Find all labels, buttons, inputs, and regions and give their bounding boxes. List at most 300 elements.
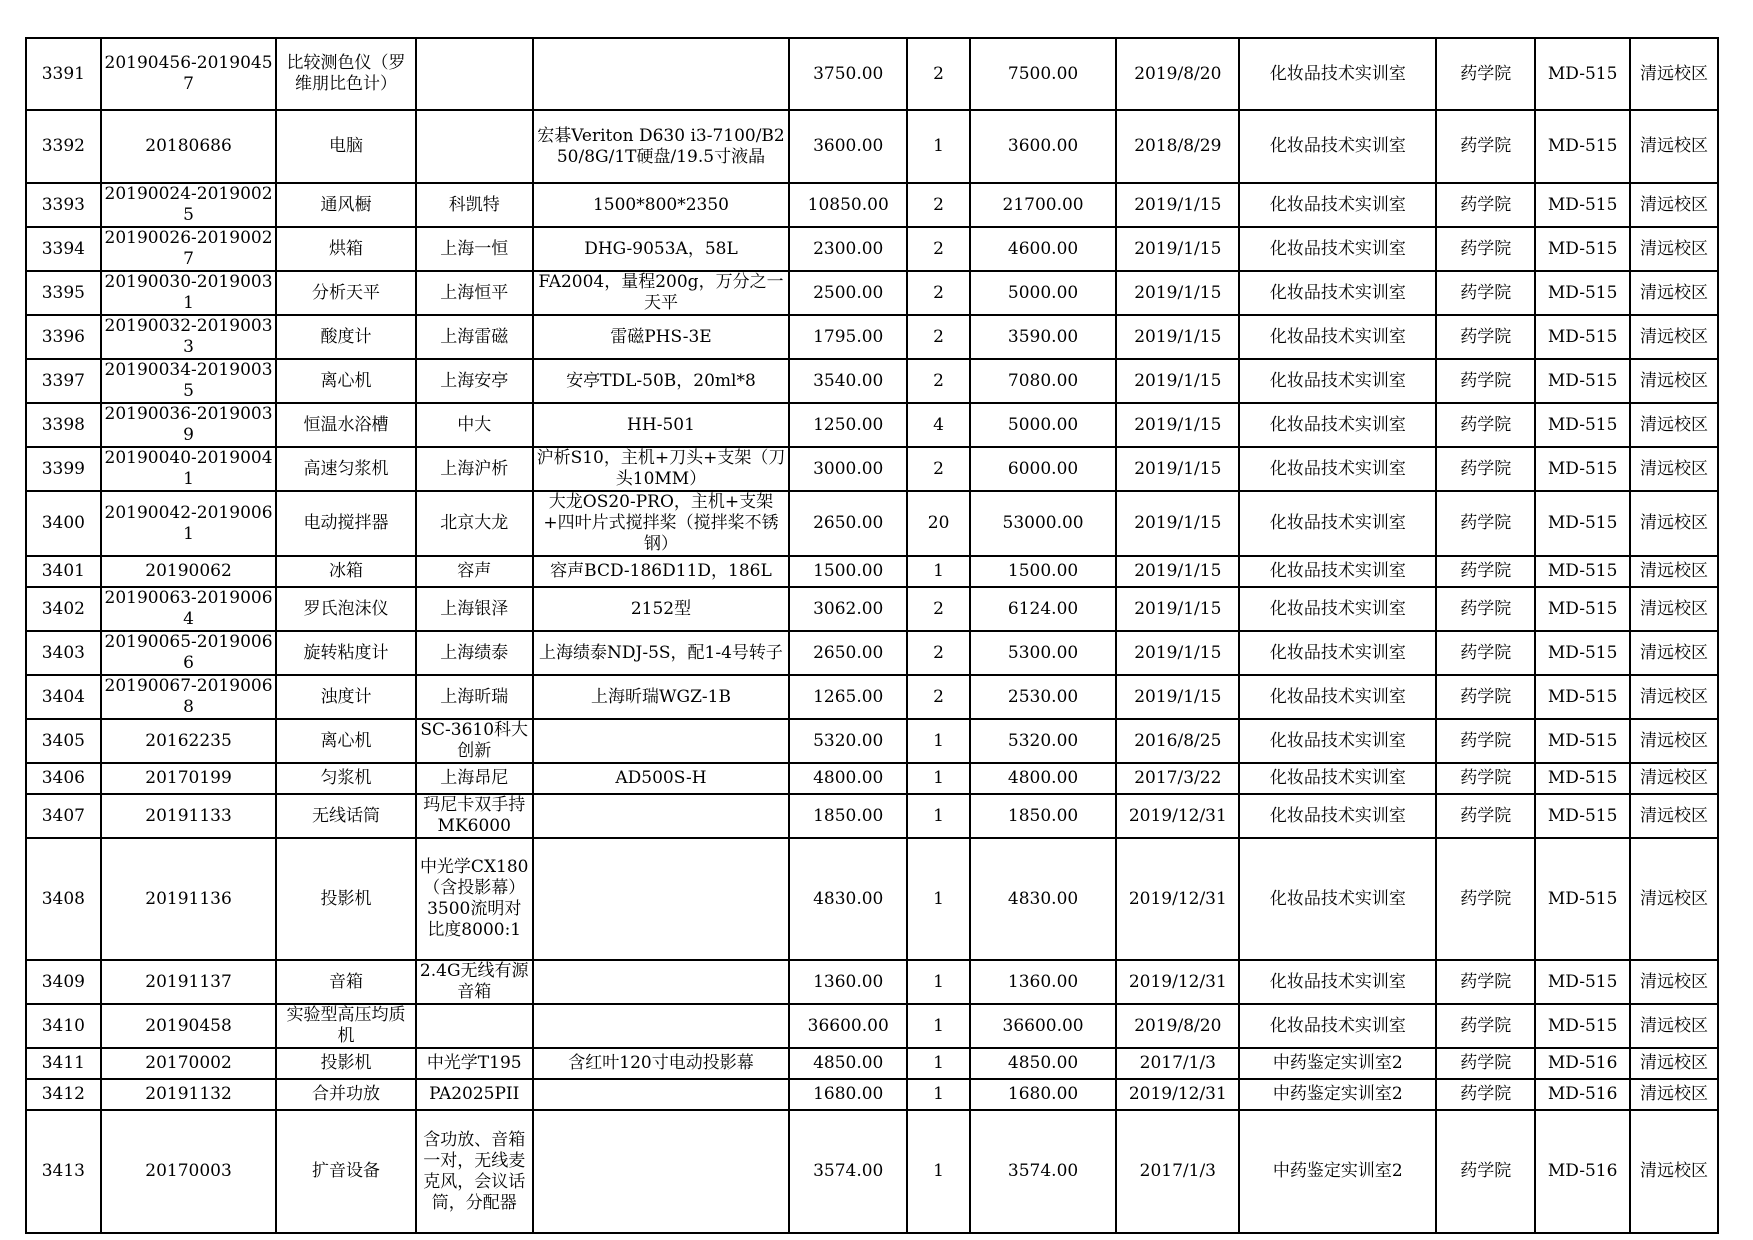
table-row: [26, 447, 1718, 491]
cell-location: 化妆品技术实训室: [1239, 227, 1436, 271]
cell-department: 药学院: [1436, 556, 1535, 587]
cell-amount: 5000.00: [970, 271, 1116, 315]
cell-amount: 3590.00: [970, 315, 1116, 359]
cell-amount: 6000.00: [970, 447, 1116, 491]
cell-location: 化妆品技术实训室: [1239, 675, 1436, 719]
cell-room: MD-516: [1535, 1048, 1630, 1079]
cell-name: 投影机: [276, 838, 415, 960]
cell-department: 药学院: [1436, 403, 1535, 447]
cell-name: 离心机: [276, 359, 415, 403]
cell-seq: 3400: [26, 491, 101, 556]
cell-asset-number: 20190030-20190031: [101, 271, 277, 315]
cell-model: 上海昕瑞WGZ-1B: [533, 675, 789, 719]
cell-campus: 清远校区: [1630, 1110, 1718, 1233]
cell-purchase-date: 2018/8/29: [1116, 110, 1239, 183]
cell-location: 化妆品技术实训室: [1239, 556, 1436, 587]
cell-campus: 清远校区: [1630, 110, 1718, 183]
cell-campus: 清远校区: [1630, 227, 1718, 271]
cell-location: 化妆品技术实训室: [1239, 960, 1436, 1004]
cell-seq: 3409: [26, 960, 101, 1004]
cell-room: MD-516: [1535, 1079, 1630, 1110]
cell-room: MD-515: [1535, 675, 1630, 719]
cell-amount: 36600.00: [970, 1004, 1116, 1048]
table-row: [26, 960, 1718, 1004]
cell-location: 化妆品技术实训室: [1239, 1004, 1436, 1048]
cell-asset-number: 20170003: [101, 1110, 277, 1233]
cell-model: [533, 719, 789, 763]
table-row: [26, 1079, 1718, 1110]
cell-unit-price: 1265.00: [789, 675, 907, 719]
cell-campus: 清远校区: [1630, 315, 1718, 359]
cell-department: 药学院: [1436, 183, 1535, 227]
cell-department: 药学院: [1436, 491, 1535, 556]
cell-purchase-date: 2019/1/15: [1116, 675, 1239, 719]
cell-department: 药学院: [1436, 675, 1535, 719]
cell-brand: 中光学CX180（含投影幕）3500流明对比度8000:1: [416, 838, 533, 960]
cell-room: MD-515: [1535, 447, 1630, 491]
cell-amount: 1850.00: [970, 794, 1116, 838]
cell-amount: 4830.00: [970, 838, 1116, 960]
cell-brand: 上海银泽: [416, 587, 533, 631]
cell-asset-number: 20191136: [101, 838, 277, 960]
cell-amount: 5320.00: [970, 719, 1116, 763]
cell-quantity: 1: [907, 960, 970, 1004]
cell-campus: 清远校区: [1630, 1048, 1718, 1079]
table-row: [26, 1048, 1718, 1079]
cell-name: 投影机: [276, 1048, 415, 1079]
cell-seq: 3403: [26, 631, 101, 675]
cell-quantity: 2: [907, 183, 970, 227]
cell-model: HH-501: [533, 403, 789, 447]
cell-room: MD-515: [1535, 315, 1630, 359]
cell-model: 含红叶120寸电动投影幕: [533, 1048, 789, 1079]
cell-seq: 3399: [26, 447, 101, 491]
cell-purchase-date: 2017/1/3: [1116, 1048, 1239, 1079]
cell-brand: SC-3610科大创新: [416, 719, 533, 763]
cell-name: 电脑: [276, 110, 415, 183]
cell-room: MD-515: [1535, 110, 1630, 183]
cell-campus: 清远校区: [1630, 403, 1718, 447]
cell-location: 化妆品技术实训室: [1239, 763, 1436, 794]
cell-room: MD-515: [1535, 763, 1630, 794]
cell-unit-price: 3600.00: [789, 110, 907, 183]
cell-seq: 3392: [26, 110, 101, 183]
cell-unit-price: 4800.00: [789, 763, 907, 794]
cell-location: 化妆品技术实训室: [1239, 403, 1436, 447]
cell-amount: 3600.00: [970, 110, 1116, 183]
cell-model: 宏碁Veriton D630 i3-7100/B250/8G/1T硬盘/19.5寸液晶: [533, 110, 789, 183]
cell-brand: [416, 1004, 533, 1048]
cell-brand: 上海昕瑞: [416, 675, 533, 719]
cell-model: [533, 794, 789, 838]
cell-brand: 含功放、音箱一对，无线麦克风，会议话筒，分配器: [416, 1110, 533, 1233]
cell-purchase-date: 2019/1/15: [1116, 403, 1239, 447]
cell-location: 化妆品技术实训室: [1239, 447, 1436, 491]
cell-purchase-date: 2019/1/15: [1116, 556, 1239, 587]
cell-model: 容声BCD-186D11D，186L: [533, 556, 789, 587]
cell-name: 高速匀浆机: [276, 447, 415, 491]
cell-model: 雷磁PHS-3E: [533, 315, 789, 359]
cell-department: 药学院: [1436, 447, 1535, 491]
cell-brand: 容声: [416, 556, 533, 587]
cell-quantity: 2: [907, 631, 970, 675]
cell-campus: 清远校区: [1630, 1079, 1718, 1110]
cell-seq: 3410: [26, 1004, 101, 1048]
cell-brand: 上海绩泰: [416, 631, 533, 675]
cell-campus: 清远校区: [1630, 763, 1718, 794]
cell-department: 药学院: [1436, 960, 1535, 1004]
cell-quantity: 4: [907, 403, 970, 447]
cell-brand: 上海恒平: [416, 271, 533, 315]
cell-quantity: 2: [907, 227, 970, 271]
cell-amount: 5000.00: [970, 403, 1116, 447]
cell-model: 沪析S10，主机+刀头+支架（刀头10MM）: [533, 447, 789, 491]
cell-room: MD-515: [1535, 587, 1630, 631]
cell-model: [533, 838, 789, 960]
cell-model: [533, 1004, 789, 1048]
cell-name: 通风橱: [276, 183, 415, 227]
cell-brand: 上海雷磁: [416, 315, 533, 359]
cell-asset-number: 20180686: [101, 110, 277, 183]
cell-name: 冰箱: [276, 556, 415, 587]
cell-campus: 清远校区: [1630, 447, 1718, 491]
cell-room: MD-515: [1535, 1004, 1630, 1048]
table-row: [26, 491, 1718, 556]
table-row: [26, 675, 1718, 719]
cell-quantity: 1: [907, 1110, 970, 1233]
cell-purchase-date: 2019/1/15: [1116, 227, 1239, 271]
cell-campus: 清远校区: [1630, 38, 1718, 110]
cell-amount: 3574.00: [970, 1110, 1116, 1233]
cell-room: MD-515: [1535, 631, 1630, 675]
cell-amount: 4600.00: [970, 227, 1116, 271]
cell-amount: 1680.00: [970, 1079, 1116, 1110]
cell-model: DHG-9053A，58L: [533, 227, 789, 271]
asset-table: [25, 37, 1719, 1234]
cell-room: MD-515: [1535, 719, 1630, 763]
table-row: [26, 359, 1718, 403]
cell-location: 中药鉴定实训室2: [1239, 1110, 1436, 1233]
cell-location: 中药鉴定实训室2: [1239, 1079, 1436, 1110]
cell-name: 罗氏泡沫仪: [276, 587, 415, 631]
cell-location: 化妆品技术实训室: [1239, 838, 1436, 960]
cell-campus: 清远校区: [1630, 491, 1718, 556]
cell-location: 化妆品技术实训室: [1239, 315, 1436, 359]
cell-room: MD-515: [1535, 491, 1630, 556]
cell-asset-number: 20190067-20190068: [101, 675, 277, 719]
cell-location: 化妆品技术实训室: [1239, 271, 1436, 315]
cell-room: MD-515: [1535, 794, 1630, 838]
cell-quantity: 1: [907, 763, 970, 794]
cell-amount: 21700.00: [970, 183, 1116, 227]
cell-quantity: 1: [907, 556, 970, 587]
cell-unit-price: 1795.00: [789, 315, 907, 359]
cell-amount: 7500.00: [970, 38, 1116, 110]
cell-quantity: 2: [907, 447, 970, 491]
cell-asset-number: 20190063-20190064: [101, 587, 277, 631]
cell-quantity: 1: [907, 1004, 970, 1048]
cell-amount: 53000.00: [970, 491, 1116, 556]
cell-name: 音箱: [276, 960, 415, 1004]
cell-purchase-date: 2019/12/31: [1116, 838, 1239, 960]
cell-unit-price: 2300.00: [789, 227, 907, 271]
cell-name: 合并功放: [276, 1079, 415, 1110]
cell-seq: 3397: [26, 359, 101, 403]
cell-department: 药学院: [1436, 587, 1535, 631]
cell-room: MD-516: [1535, 1110, 1630, 1233]
cell-location: 化妆品技术实训室: [1239, 794, 1436, 838]
cell-name: 匀浆机: [276, 763, 415, 794]
cell-name: 扩音设备: [276, 1110, 415, 1233]
cell-purchase-date: 2019/12/31: [1116, 794, 1239, 838]
cell-seq: 3394: [26, 227, 101, 271]
cell-location: 化妆品技术实训室: [1239, 359, 1436, 403]
cell-asset-number: 20190024-20190025: [101, 183, 277, 227]
cell-name: 无线话筒: [276, 794, 415, 838]
cell-room: MD-515: [1535, 960, 1630, 1004]
cell-department: 药学院: [1436, 1048, 1535, 1079]
cell-seq: 3391: [26, 38, 101, 110]
cell-department: 药学院: [1436, 315, 1535, 359]
cell-room: MD-515: [1535, 227, 1630, 271]
cell-brand: 中大: [416, 403, 533, 447]
cell-asset-number: 20170199: [101, 763, 277, 794]
cell-quantity: 1: [907, 1079, 970, 1110]
cell-amount: 2530.00: [970, 675, 1116, 719]
cell-purchase-date: 2019/1/15: [1116, 183, 1239, 227]
cell-quantity: 2: [907, 38, 970, 110]
cell-model: [533, 38, 789, 110]
cell-asset-number: 20191137: [101, 960, 277, 1004]
cell-department: 药学院: [1436, 794, 1535, 838]
cell-unit-price: 4830.00: [789, 838, 907, 960]
cell-amount: 5300.00: [970, 631, 1116, 675]
cell-asset-number: 20190062: [101, 556, 277, 587]
cell-name: 酸度计: [276, 315, 415, 359]
cell-model: 安亭TDL-50B，20ml*8: [533, 359, 789, 403]
table-row: [26, 1110, 1718, 1233]
cell-amount: 4800.00: [970, 763, 1116, 794]
cell-quantity: 1: [907, 110, 970, 183]
table-row: [26, 227, 1718, 271]
cell-name: 浊度计: [276, 675, 415, 719]
cell-seq: 3407: [26, 794, 101, 838]
cell-asset-number: 20190026-20190027: [101, 227, 277, 271]
table-row: [26, 719, 1718, 763]
cell-quantity: 1: [907, 719, 970, 763]
cell-purchase-date: 2019/12/31: [1116, 1079, 1239, 1110]
table-row: [26, 556, 1718, 587]
cell-model: 2152型: [533, 587, 789, 631]
cell-quantity: 2: [907, 675, 970, 719]
asset-table-body: [26, 38, 1718, 1233]
cell-name: 比较测色仪（罗维朋比色计）: [276, 38, 415, 110]
cell-quantity: 2: [907, 315, 970, 359]
cell-seq: 3395: [26, 271, 101, 315]
cell-unit-price: 3750.00: [789, 38, 907, 110]
cell-unit-price: 2500.00: [789, 271, 907, 315]
cell-seq: 3398: [26, 403, 101, 447]
cell-unit-price: 1360.00: [789, 960, 907, 1004]
cell-seq: 3411: [26, 1048, 101, 1079]
cell-department: 药学院: [1436, 719, 1535, 763]
table-row: [26, 794, 1718, 838]
cell-asset-number: 20190036-20190039: [101, 403, 277, 447]
cell-quantity: 2: [907, 359, 970, 403]
cell-seq: 3393: [26, 183, 101, 227]
cell-asset-number: 20190456-20190457: [101, 38, 277, 110]
cell-asset-number: 20191132: [101, 1079, 277, 1110]
cell-purchase-date: 2019/1/15: [1116, 359, 1239, 403]
cell-location: 化妆品技术实训室: [1239, 719, 1436, 763]
cell-name: 电动搅拌器: [276, 491, 415, 556]
cell-room: MD-515: [1535, 403, 1630, 447]
cell-seq: 3401: [26, 556, 101, 587]
cell-location: 中药鉴定实训室2: [1239, 1048, 1436, 1079]
cell-asset-number: 20190034-20190035: [101, 359, 277, 403]
table-row: [26, 763, 1718, 794]
cell-asset-number: 20190032-20190033: [101, 315, 277, 359]
cell-quantity: 2: [907, 587, 970, 631]
cell-department: 药学院: [1436, 359, 1535, 403]
cell-amount: 6124.00: [970, 587, 1116, 631]
cell-purchase-date: 2019/8/20: [1116, 1004, 1239, 1048]
cell-brand: 2.4G无线有源音箱: [416, 960, 533, 1004]
cell-model: 1500*800*2350: [533, 183, 789, 227]
cell-brand: 上海一恒: [416, 227, 533, 271]
cell-department: 药学院: [1436, 763, 1535, 794]
cell-department: 药学院: [1436, 110, 1535, 183]
cell-name: 离心机: [276, 719, 415, 763]
cell-quantity: 2: [907, 271, 970, 315]
cell-seq: 3413: [26, 1110, 101, 1233]
cell-seq: 3408: [26, 838, 101, 960]
cell-asset-number: 20190458: [101, 1004, 277, 1048]
cell-purchase-date: 2017/3/22: [1116, 763, 1239, 794]
cell-location: 化妆品技术实训室: [1239, 587, 1436, 631]
cell-unit-price: 3000.00: [789, 447, 907, 491]
cell-name: 分析天平: [276, 271, 415, 315]
cell-brand: PA2025PII: [416, 1079, 533, 1110]
table-row: [26, 315, 1718, 359]
cell-seq: 3406: [26, 763, 101, 794]
cell-purchase-date: 2019/1/15: [1116, 587, 1239, 631]
cell-unit-price: 3062.00: [789, 587, 907, 631]
cell-room: MD-515: [1535, 838, 1630, 960]
table-row: [26, 631, 1718, 675]
cell-brand: 上海昂尼: [416, 763, 533, 794]
cell-purchase-date: 2019/8/20: [1116, 38, 1239, 110]
cell-brand: [416, 38, 533, 110]
cell-asset-number: 20190065-20190066: [101, 631, 277, 675]
table-row: [26, 110, 1718, 183]
cell-asset-number: 20162235: [101, 719, 277, 763]
cell-unit-price: 2650.00: [789, 491, 907, 556]
cell-department: 药学院: [1436, 1004, 1535, 1048]
cell-seq: 3402: [26, 587, 101, 631]
cell-unit-price: 36600.00: [789, 1004, 907, 1048]
cell-purchase-date: 2017/1/3: [1116, 1110, 1239, 1233]
cell-model: [533, 1079, 789, 1110]
cell-brand: 北京大龙: [416, 491, 533, 556]
cell-brand: 玛尼卡双手持MK6000: [416, 794, 533, 838]
cell-amount: 4850.00: [970, 1048, 1116, 1079]
cell-quantity: 1: [907, 1048, 970, 1079]
cell-quantity: 20: [907, 491, 970, 556]
cell-unit-price: 2650.00: [789, 631, 907, 675]
cell-purchase-date: 2019/1/15: [1116, 271, 1239, 315]
table-row: [26, 838, 1718, 960]
table-row: [26, 271, 1718, 315]
cell-name: 旋转粘度计: [276, 631, 415, 675]
cell-seq: 3396: [26, 315, 101, 359]
cell-department: 药学院: [1436, 631, 1535, 675]
cell-location: 化妆品技术实训室: [1239, 183, 1436, 227]
cell-campus: 清远校区: [1630, 838, 1718, 960]
cell-model: [533, 1110, 789, 1233]
cell-purchase-date: 2019/1/15: [1116, 491, 1239, 556]
cell-unit-price: 1250.00: [789, 403, 907, 447]
cell-seq: 3412: [26, 1079, 101, 1110]
cell-asset-number: 20170002: [101, 1048, 277, 1079]
cell-campus: 清远校区: [1630, 719, 1718, 763]
table-row: [26, 403, 1718, 447]
cell-model: 大龙OS20-PRO，主机+支架+四叶片式搅拌桨（搅拌桨不锈钢）: [533, 491, 789, 556]
cell-campus: 清远校区: [1630, 794, 1718, 838]
cell-unit-price: 3540.00: [789, 359, 907, 403]
cell-campus: 清远校区: [1630, 359, 1718, 403]
table-row: [26, 38, 1718, 110]
cell-amount: 1500.00: [970, 556, 1116, 587]
table-row: [26, 1004, 1718, 1048]
cell-unit-price: 1500.00: [789, 556, 907, 587]
cell-unit-price: 5320.00: [789, 719, 907, 763]
cell-brand: 上海沪析: [416, 447, 533, 491]
cell-campus: 清远校区: [1630, 556, 1718, 587]
cell-location: 化妆品技术实训室: [1239, 631, 1436, 675]
cell-department: 药学院: [1436, 227, 1535, 271]
cell-purchase-date: 2019/1/15: [1116, 315, 1239, 359]
cell-room: MD-515: [1535, 271, 1630, 315]
cell-brand: 中光学T195: [416, 1048, 533, 1079]
cell-quantity: 1: [907, 794, 970, 838]
cell-amount: 7080.00: [970, 359, 1116, 403]
cell-location: 化妆品技术实训室: [1239, 491, 1436, 556]
cell-seq: 3405: [26, 719, 101, 763]
cell-campus: 清远校区: [1630, 587, 1718, 631]
cell-name: 实验型高压均质机: [276, 1004, 415, 1048]
cell-campus: 清远校区: [1630, 675, 1718, 719]
cell-department: 药学院: [1436, 1079, 1535, 1110]
cell-purchase-date: 2016/8/25: [1116, 719, 1239, 763]
cell-room: MD-515: [1535, 556, 1630, 587]
cell-asset-number: 20191133: [101, 794, 277, 838]
cell-department: 药学院: [1436, 838, 1535, 960]
cell-model: FA2004，量程200g，万分之一天平: [533, 271, 789, 315]
cell-unit-price: 1680.00: [789, 1079, 907, 1110]
cell-campus: 清远校区: [1630, 631, 1718, 675]
table-row: [26, 587, 1718, 631]
cell-location: 化妆品技术实训室: [1239, 38, 1436, 110]
cell-department: 药学院: [1436, 38, 1535, 110]
cell-purchase-date: 2019/1/15: [1116, 447, 1239, 491]
cell-purchase-date: 2019/12/31: [1116, 960, 1239, 1004]
cell-model: [533, 960, 789, 1004]
cell-campus: 清远校区: [1630, 183, 1718, 227]
cell-model: AD500S-H: [533, 763, 789, 794]
cell-room: MD-515: [1535, 183, 1630, 227]
cell-name: 恒温水浴槽: [276, 403, 415, 447]
